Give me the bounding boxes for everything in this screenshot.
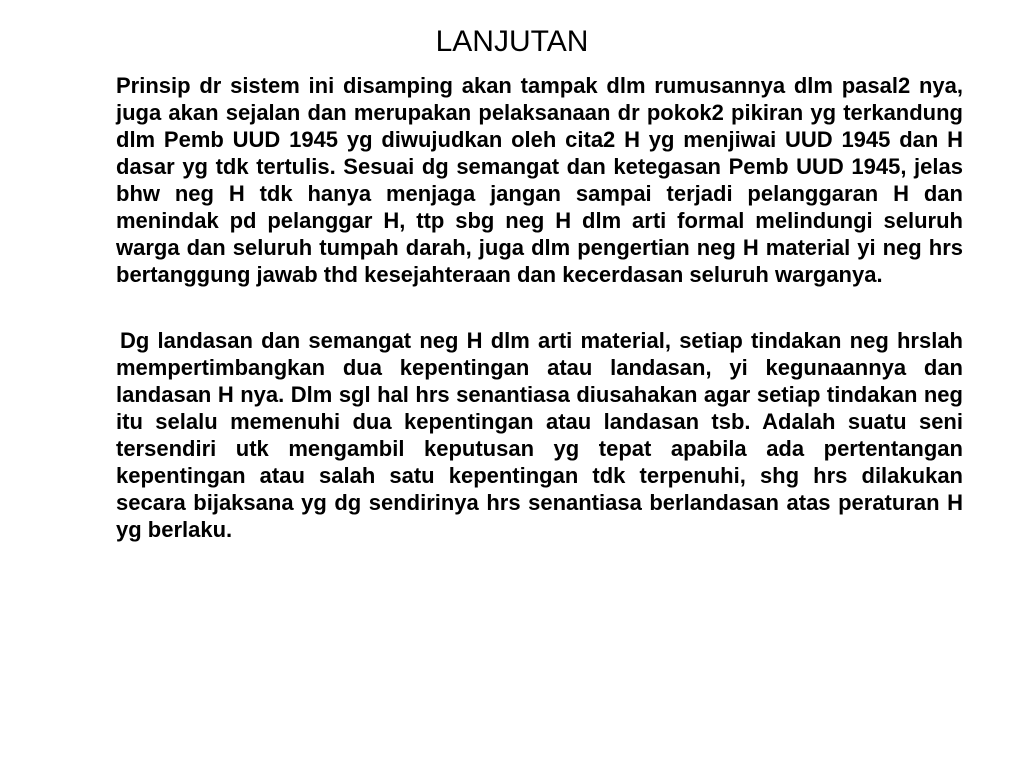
body-paragraph-1: Prinsip dr sistem ini disamping akan tampak dlm rumusannya dlm pasal2 nya, juga akan sejalan dan merupakan pelaksanaan dr pokok2 pikiran yg terkandung dlm Pemb UUD 1945 yg diwujudkan oleh cita2 H yg menjiwai UUD 1945 dan H dasar yg tdk tertulis. Sesuai dg semangat dan ketegasan Pemb UUD 1945, jelas bhw neg H tdk hanya menjaga jangan sampai terjadi pelanggaran H dan menindak pd pelanggar H, ttp sbg neg H dlm arti formal melindungi seluruh warga dan seluruh tumpah darah, juga dlm pengertian neg H material yi neg hrs bertanggung jawab thd kesejahteraan dan kecerdasan seluruh warganya. — [116, 73, 963, 287]
slide-body — [116, 72, 963, 543]
body-paragraph-2: Dg landasan dan semangat neg H dlm arti material, setiap tindakan neg hrslah mempertimbangkan dua kepentingan atau landasan, yi kegunaannya dan landasan H nya. Dlm sgl hal hrs senantiasa diusahakan agar setiap tindakan neg itu selalu memenuhi dua kepentingan atau landasan tsb. Adalah suatu seni tersendiri utk mengambil keputusan yg tepat apabila ada pertentangan kepentingan atau salah satu kepentingan tdk terpenuhi, shg hrs dilakukan secara bijaksana yg dg sendirinya hrs senantiasa berlandasan atas peraturan H yg berlaku. — [116, 328, 963, 542]
slide-title: LANJUTAN — [435, 25, 589, 58]
